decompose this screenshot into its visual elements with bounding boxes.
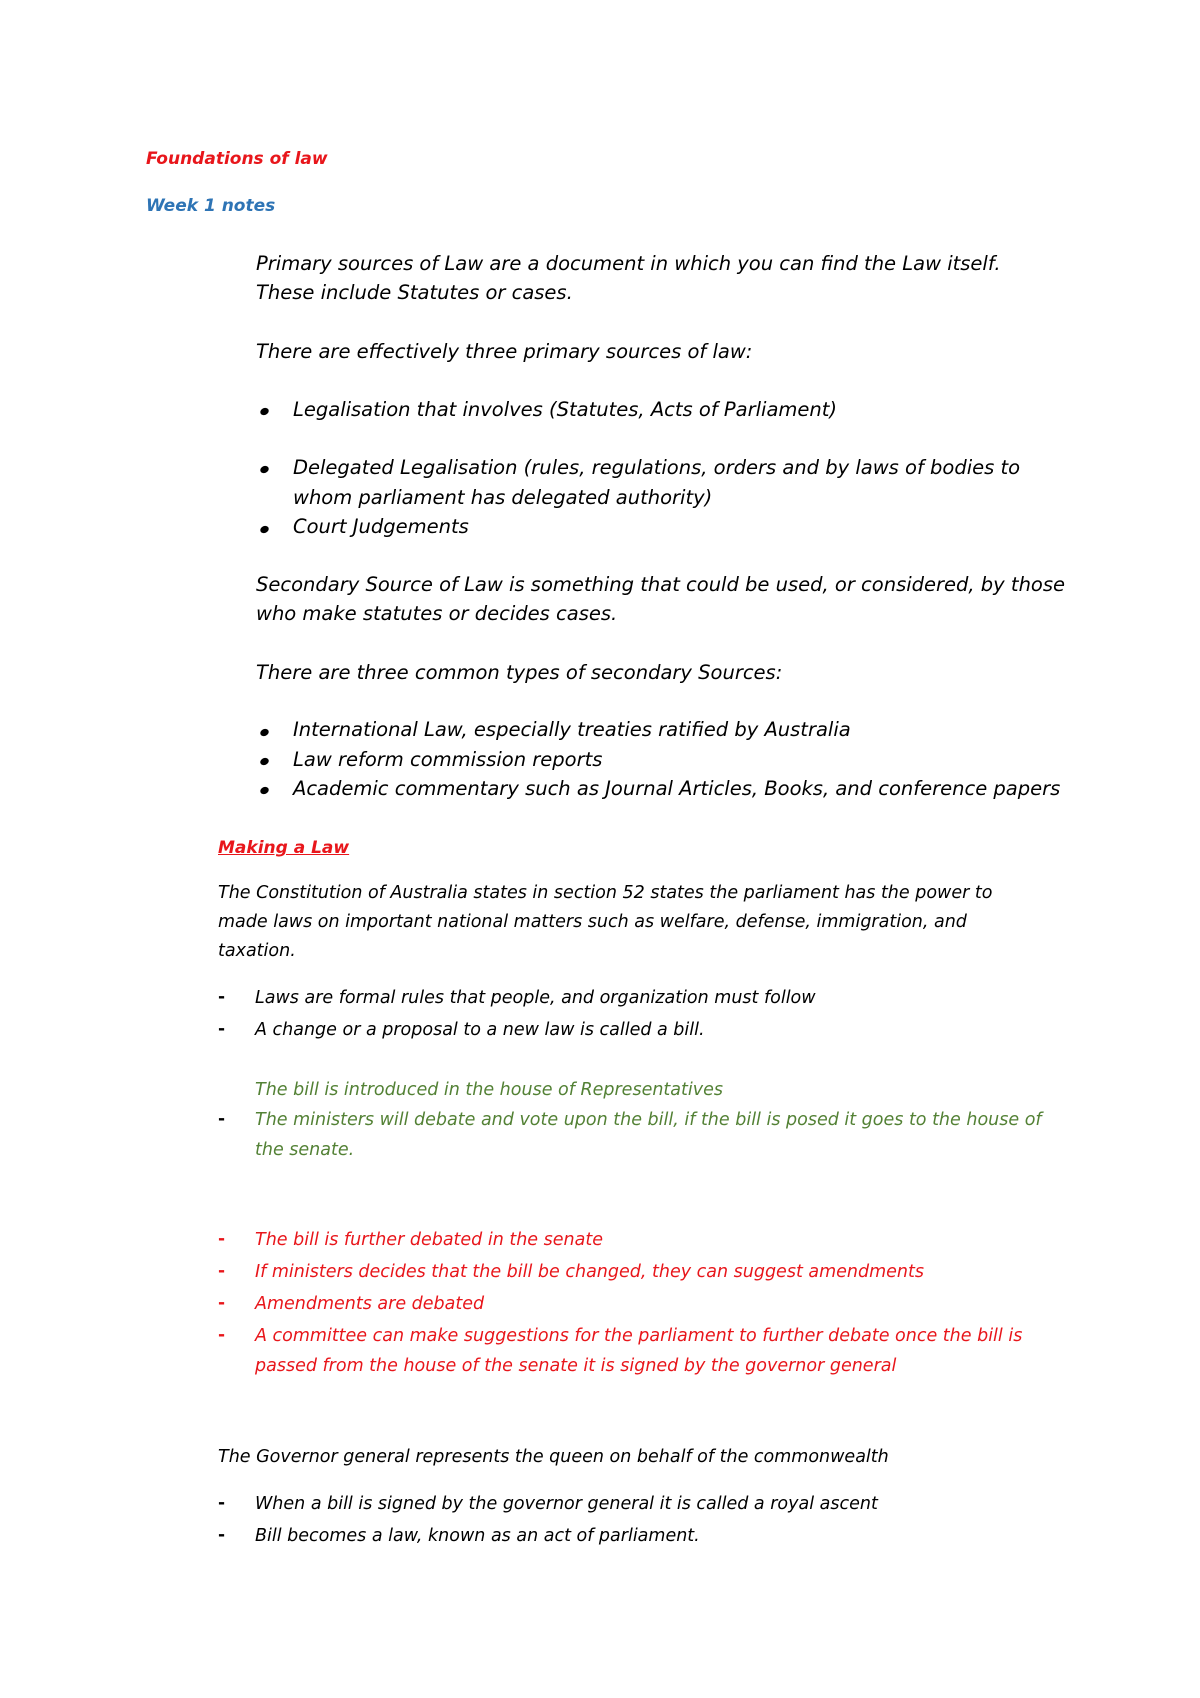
list-item: Academic commentary such as Journal Articles, Books, and conference papers xyxy=(293,777,1061,800)
bullet-icon xyxy=(259,785,270,795)
dash-marker: - xyxy=(218,1525,226,1545)
bullet-icon xyxy=(259,524,270,534)
making-law-heading: Making a Law xyxy=(218,838,350,858)
green-list-item: The ministers will debate and vote upon the bill, if the bill is posed it goes to the house of xyxy=(255,1110,1042,1130)
governor-general-note: The Governor general represents the queen on behalf of the commonwealth xyxy=(218,1447,889,1467)
bullet-icon xyxy=(259,727,270,737)
dash-marker: - xyxy=(218,987,226,1007)
list-item: Delegated Legalisation (rules, regulations, orders and by laws of bodies to xyxy=(293,456,1021,479)
secondary-intro-line-1: Secondary Source of Law is something that could be used, or considered, by those xyxy=(256,573,1066,596)
green-note: The bill is introduced in the house of Representatives xyxy=(255,1080,723,1100)
bullet-icon xyxy=(259,464,270,474)
red-list-item: If ministers decides that the bill be changed, they can suggest amendments xyxy=(255,1262,924,1282)
dash-marker: - xyxy=(218,1019,226,1039)
dash-marker: - xyxy=(218,1325,226,1345)
list-item-continuation: whom parliament has delegated authority) xyxy=(293,486,713,509)
constitution-para-line-3: taxation. xyxy=(218,941,296,961)
list-item: Legalisation that involves (Statutes, Acts of Parliament) xyxy=(293,398,838,421)
dash-marker: - xyxy=(218,1261,226,1281)
list-item: Law reform commission reports xyxy=(293,748,603,771)
secondary-intro-line-2: who make statutes or decides cases. xyxy=(256,602,618,625)
dash-marker: - xyxy=(218,1229,226,1249)
green-list-item-continuation: the senate. xyxy=(255,1140,355,1160)
dash-marker: - xyxy=(218,1293,226,1313)
red-list-item-continuation: passed from the house of the senate it is signed by the governor general xyxy=(255,1356,897,1376)
list-item: International Law, especially treaties ratified by Australia xyxy=(293,718,851,741)
secondary-types-intro: There are three common types of secondary Sources: xyxy=(256,661,783,684)
primary-intro-line-2: These include Statutes or cases. xyxy=(256,281,573,304)
primary-intro-line-1: Primary sources of Law are a document in which you can find the Law itself. xyxy=(256,252,1001,275)
red-list-item: Amendments are debated xyxy=(255,1294,485,1314)
red-list-item: A committee can make suggestions for the parliament to further debate once the bill is xyxy=(255,1326,1023,1346)
constitution-para-line-2: made laws on important national matters such as welfare, defense, immigration, and xyxy=(218,912,967,932)
list-item: Laws are formal rules that people, and organization must follow xyxy=(255,988,816,1008)
primary-three-sources: There are effectively three primary sources of law: xyxy=(256,340,753,363)
constitution-para-line-1: The Constitution of Australia states in section 52 states the parliament has the power to xyxy=(218,883,993,903)
dash-marker: - xyxy=(218,1493,226,1513)
list-item: Court Judgements xyxy=(293,515,469,538)
list-item: Bill becomes a law, known as an act of parliament. xyxy=(255,1526,700,1546)
red-list-item: The bill is further debated in the senate xyxy=(255,1230,603,1250)
list-item: When a bill is signed by the governor general it is called a royal ascent xyxy=(255,1494,878,1514)
dash-marker: - xyxy=(218,1109,226,1129)
bullet-icon xyxy=(259,756,270,766)
list-item: A change or a proposal to a new law is called a bill. xyxy=(255,1020,705,1040)
bullet-icon xyxy=(259,406,270,416)
document-subtitle: Week 1 notes xyxy=(146,196,276,216)
document-title: Foundations of law xyxy=(146,149,328,169)
